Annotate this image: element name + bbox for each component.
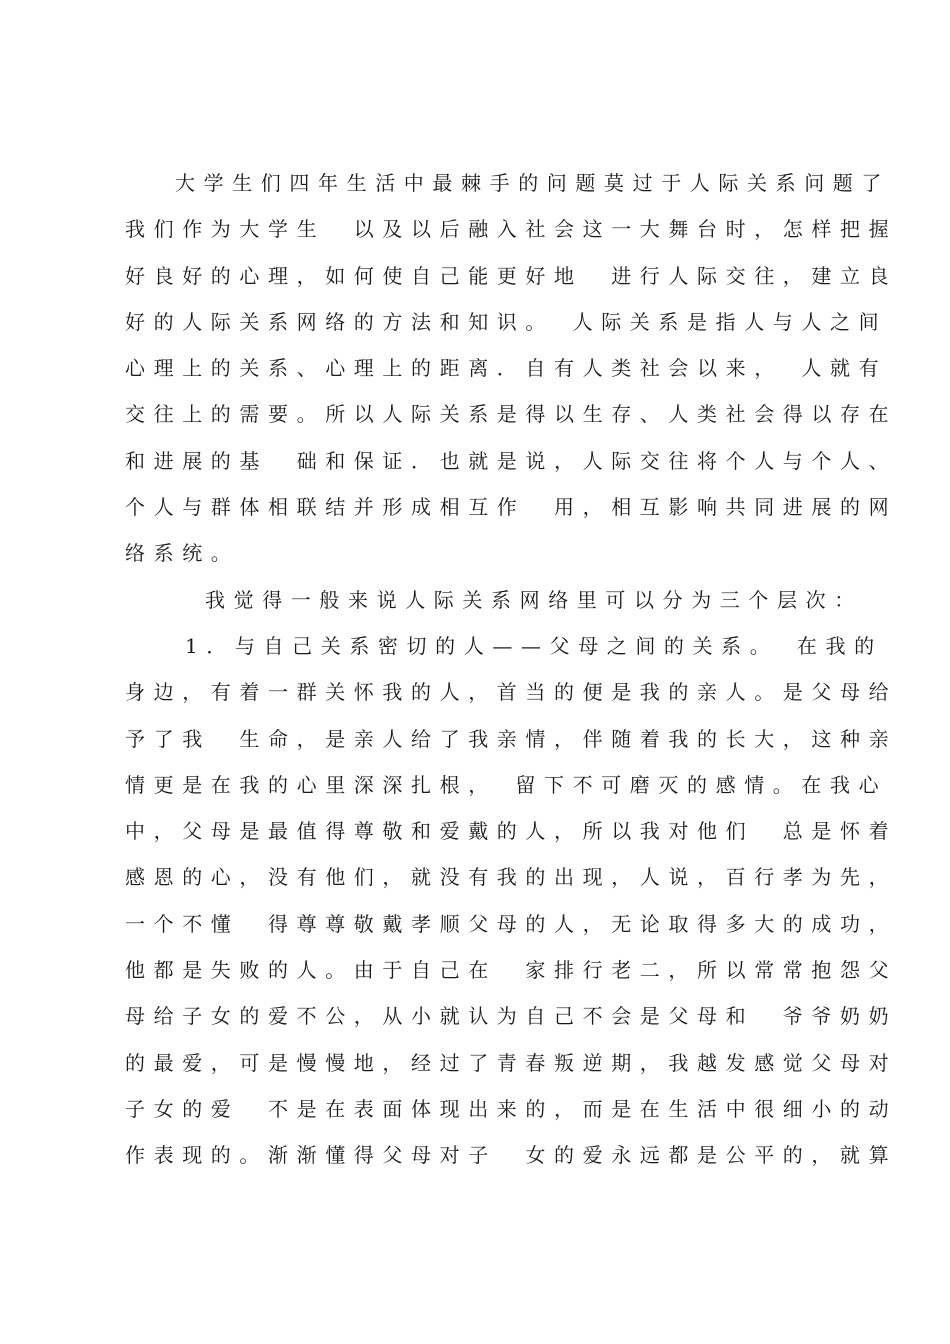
text-line: 子女的爱 不是在表面体现出来的，而是在生活中很细小的动 bbox=[125, 1096, 898, 1121]
text-line: 情更是在我的心里深深扎根， 留下不可磨灭的感情。在我心 bbox=[125, 772, 888, 797]
text-line: 心理上的关系、心理上的距离．自有人类社会以来， 人就有 bbox=[125, 356, 888, 381]
text-line: 1．与自己关系密切的人——父母之间的关系。 在我的 bbox=[185, 633, 883, 658]
text-line: 个人与群体相联结并形成相互作 用，相互影响共同进展的网 bbox=[125, 495, 898, 520]
text-line: 大学生们四年生活中最棘手的问题莫过于人际关系问题了 bbox=[175, 171, 890, 195]
body-text bbox=[125, 160, 898, 1179]
text-line: 予了我 生命，是亲人给了我亲情，伴随着我的长大，这种亲 bbox=[125, 726, 898, 751]
paragraph-interpersonal-intro bbox=[125, 160, 898, 577]
paragraph-parents-relationship bbox=[125, 623, 898, 1179]
paragraph-three-levels bbox=[125, 577, 863, 623]
text-line: 感恩的心，没有他们，就没有我的出现，人说，百行孝为先， bbox=[125, 865, 898, 890]
text-line: 的最爱，可是慢慢地，经过了青春叛逆期，我越发感觉父母对 bbox=[125, 1050, 898, 1075]
text-line: 络系统。 bbox=[125, 541, 240, 566]
text-line: 我觉得一般来说人际关系网络里可以分为三个层次： bbox=[205, 587, 863, 612]
text-line: 他都是失败的人。由于自己在 家排行老二，所以常常抱怨父 bbox=[125, 958, 898, 983]
text-line: 我们作为大学生 以及以后融入社会这一大舞台时，怎样把握 bbox=[125, 217, 898, 242]
text-line: 好良好的心理，如何使自己能更好地 进行人际交往，建立良 bbox=[125, 263, 898, 288]
text-line: 母给子女的爱不公，从小就认为自己不会是父母和 爷爷奶奶 bbox=[125, 1004, 898, 1029]
text-line: 一个不懂 得尊尊敬戴孝顺父母的人，无论取得多大的成功， bbox=[125, 911, 898, 936]
text-line: 好的人际关系网络的方法和知识。 人际关系是指人与人之间 bbox=[125, 309, 888, 334]
text-line: 交往上的需要。所以人际关系是得以生存、人类社会得以存在 bbox=[125, 402, 898, 427]
text-line: 身边，有着一群关怀我的人，首当的便是我的亲人。是父母给 bbox=[125, 680, 898, 705]
text-line: 作表现的。渐渐懂得父母对子 女的爱永远都是公平的，就算 bbox=[125, 1143, 898, 1168]
text-line: 和进展的基 础和保证．也就是说，人际交往将个人与个人、 bbox=[125, 448, 898, 473]
text-line: 中，父母是最值得尊敬和爱戴的人，所以我对他们 总是怀着 bbox=[125, 819, 898, 844]
